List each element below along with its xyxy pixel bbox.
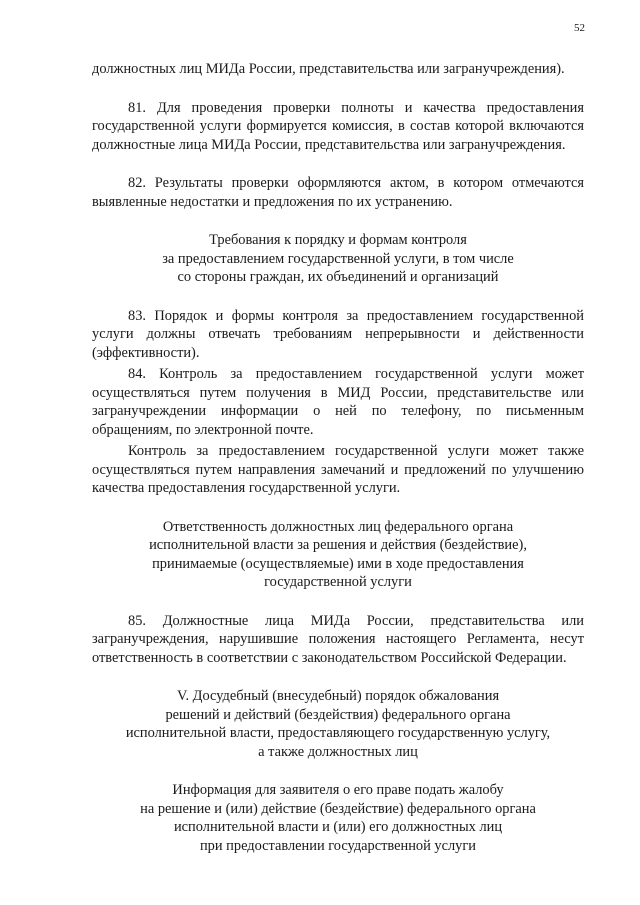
heading-line: со стороны граждан, их объединений и организаций (177, 269, 499, 285)
heading-line: Ответственность должностных лиц федерального органа (162, 518, 514, 535)
section-heading-responsibility (92, 518, 584, 592)
section-heading-control-requirements (92, 231, 584, 287)
section-heading-v-pretrial-appeal (92, 687, 584, 761)
heading-line: государственной услуги (264, 574, 412, 590)
heading-line: Требования к порядку и формам контроля (209, 232, 467, 248)
section-heading-complaint-info (92, 781, 584, 855)
heading-line: исполнительной власти, предоставляющего государственную услугу, (125, 725, 551, 741)
heading-line: V. Досудебный (внесудебный) порядок обжалования (176, 688, 500, 704)
heading-line: исполнительной власти и (или) его должностных лиц (173, 819, 503, 835)
heading-line: принимаемые (осуществляемые) ими в ходе предоставления (152, 555, 524, 572)
paragraph-84: 84. Контроль за предоставлением государственной услуги может осуществляться путем получения в МИД России, представительстве или загранучреждении информации о ней по телефону, по письменным обращениям, по электронной почте. (92, 366, 584, 438)
heading-line: на решение и (или) действие (бездействие) федерального органа (140, 800, 536, 817)
paragraph-82: 82. Результаты проверки оформляются актом, в котором отмечаются выявленные недостатки и предложения по их устранению. (92, 175, 584, 210)
paragraph-85: 85. Должностные лица МИДа России, представительства или загранучреждения, нарушившие положения настоящего Регламента, несут ответственность в соответствии с законодательством Российской Федерации. (92, 612, 584, 666)
heading-line: решений и действий (бездействия) федерального органа (165, 706, 511, 723)
page-number: 52 (574, 22, 585, 34)
heading-line: за предоставлением государственной услуги, в том числе (162, 250, 514, 267)
heading-line: Информация для заявителя о его праве подать жалобу (172, 782, 504, 798)
paragraph-84-continued: Контроль за предоставлением государственной услуги может также осуществляться путем направления замечаний и предложений по улучшению качества предоставления государственной услуги. (92, 443, 584, 496)
paragraph-81: 81. Для проведения проверки полноты и качества предоставления государственной услуги формируется комиссия, в состав которой включаются должностные лица МИДа России, представительства или загранучреждения. (92, 99, 584, 153)
heading-line: при предоставлении государственной услуги (199, 837, 476, 854)
heading-line: исполнительной власти за решения и действия (бездействие), (149, 537, 527, 553)
heading-line: а также должностных лиц (258, 743, 418, 760)
paragraph-continuation: должностных лиц МИДа России, представительства или загранучреждения). (92, 61, 565, 77)
document-body (92, 60, 584, 855)
paragraph-83: 83. Порядок и формы контроля за предоставлением государственной услуги должны отвечать требованиям непрерывности и действенности (эффективности). (92, 307, 584, 361)
